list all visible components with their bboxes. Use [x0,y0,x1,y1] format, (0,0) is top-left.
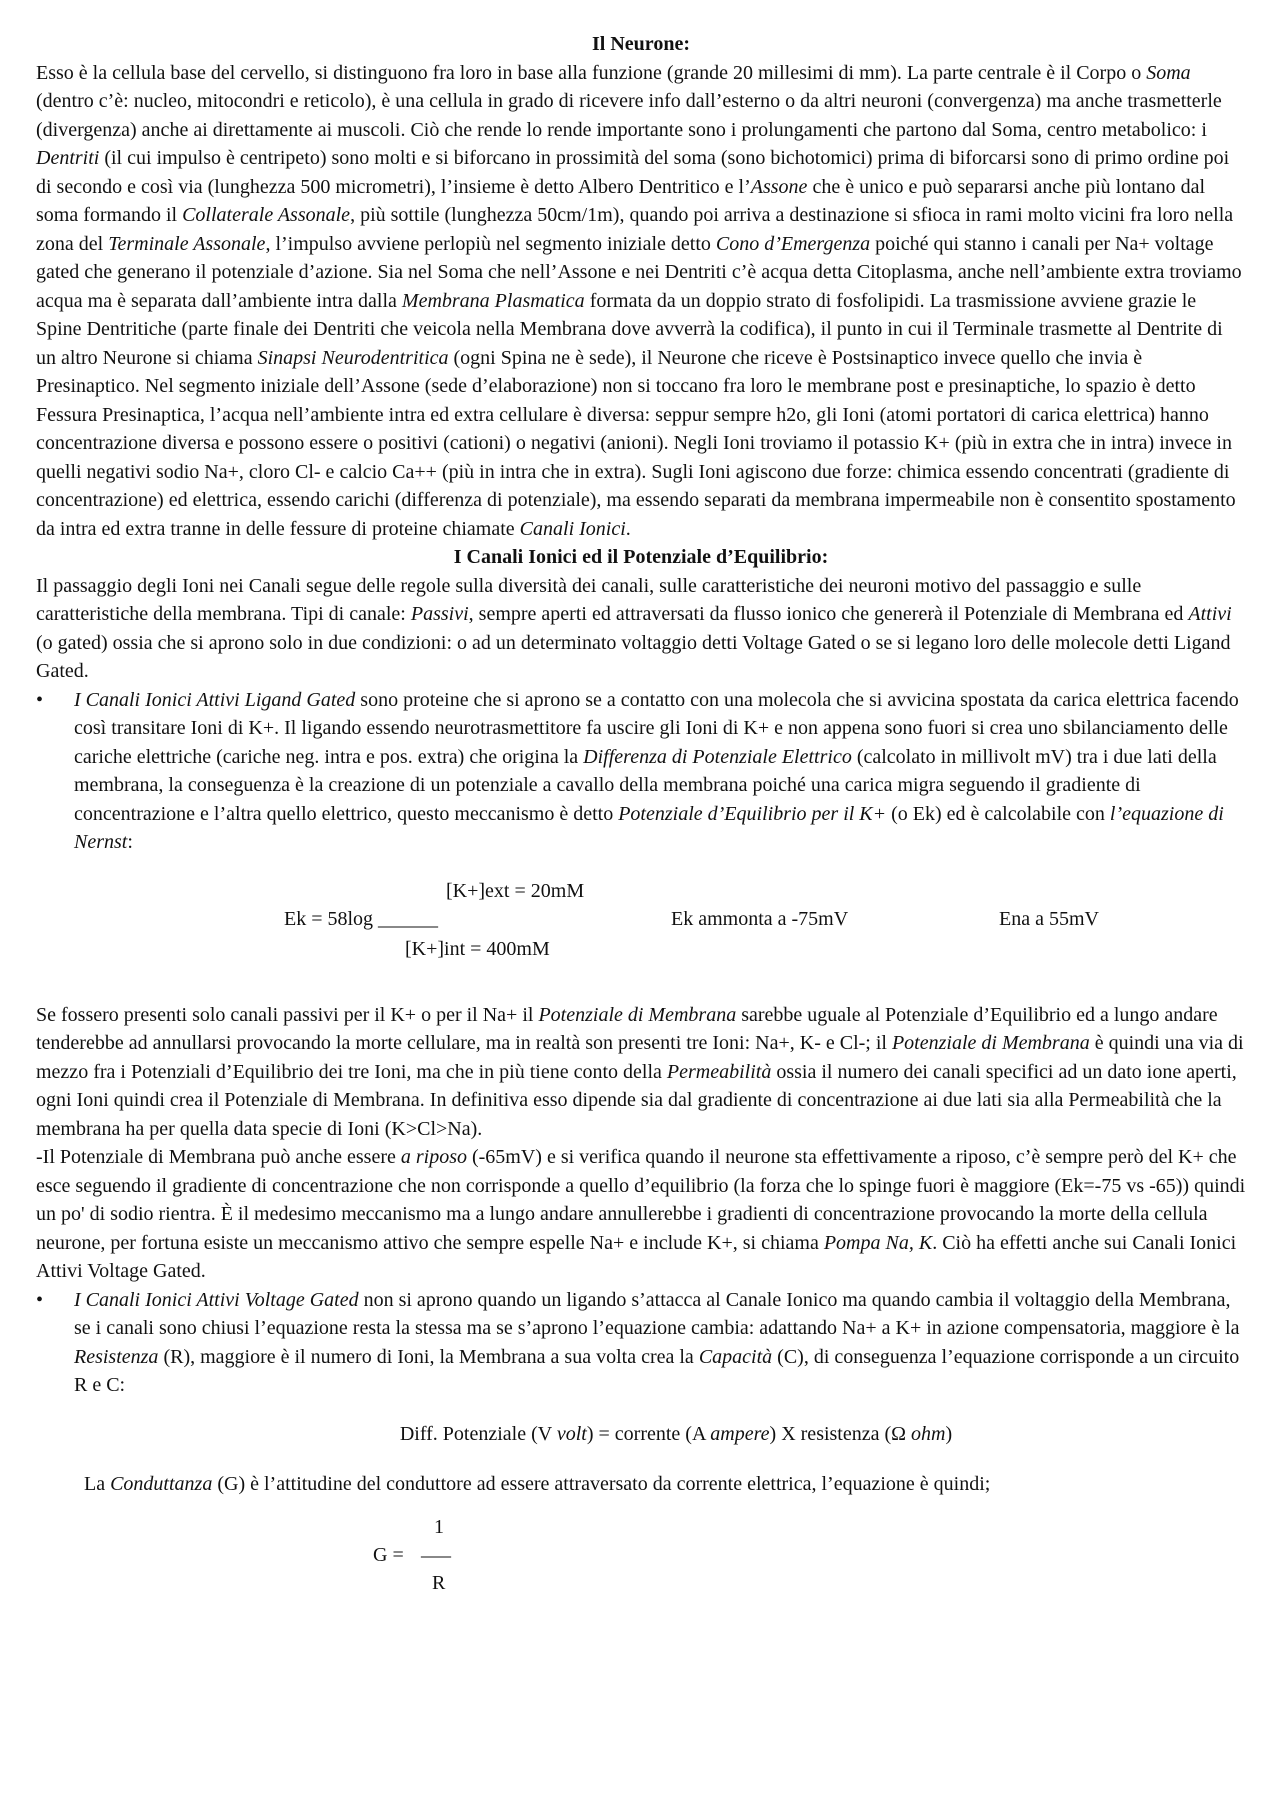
italic-term: Resistenza [74,1345,159,1368]
text-run: (il cui impulso è centripeto) sono molti e si biforcano in prossimità del soma (sono bichotomici) prima di biforcarsi sono di primo ordine poi di secondo e così via (lunghezza 500 micrometri), l’insieme è detto Albero Dentritico e l’ [36,147,1230,198]
paragraph-potenziale-riposo [36,1143,1246,1286]
bullet-list-ligand [36,686,1246,857]
text-run: (C), di conseguenza l’equazione corrisponde a un circuito R e C: [74,1345,1240,1396]
bullet-list-voltage [36,1286,1246,1400]
text-run: . [625,517,631,540]
paragraph-canali-intro [36,572,1246,686]
italic-term: I Canali Ionici Attivi Ligand Gated [74,688,356,711]
text-run: Esso è la cellula base del cervello, si distinguono fra loro in base alla funzione (grande 20 millesimi di mm). La parte centrale è il Corpo o [36,61,1147,84]
conductance-fraction [36,1513,1246,1623]
italic-term: Canali Ionici [519,517,626,540]
italic-term: Potenziale di Membrana [891,1032,1090,1054]
text-run: La [84,1473,111,1495]
italic-term: Sinapsi Neurodentritica [257,346,449,369]
fraction-numerator: 1 [434,1515,444,1538]
italic-term: Capacità [698,1345,773,1368]
italic-term: ampere [710,1422,770,1445]
text-run: (-65mV) e si verifica quando il neurone sta effettivamente a riposo, c’è sempre però del K+ che esce seguendo il gradiente di concentrazione che non corrisponde a quello d’equilibrio (la forza che lo spinge fuori è maggiore (Ek=-75 vs -65)) quindi un po' di sodio rientra. È il medesimo meccanismo ma a lungo andare annullerebbe i gradienti di concentrazione provocando la morte della cellula neurone, per fortuna esiste un meccanismo attivo che sempre espelle Na+ e include K+, si chiama [36,1146,1246,1254]
ohm-law-equation [36,1420,1246,1449]
text-run: (dentro c’è: nucleo, mitocondri e reticolo), è una cellula in grado di ricevere info dall’esterno o da altri neuroni (convergenza) ma anche trasmetterle (divergenza) anche ai direttamente ai muscoli. Ciò che rende lo rende importante sono i prolungamenti che partono dal Soma, centro metabolico: i [36,90,1222,141]
italic-term: Differenza di Potenziale Elettrico [583,745,852,768]
text-run: (o Ek) ed è calcolabile con [886,802,1110,825]
text-run: -Il Potenziale di Membrana può anche essere [36,1146,401,1168]
italic-term: Potenziale di Membrana [538,1003,737,1026]
italic-term: Collaterale Assonale [182,204,351,226]
italic-term: I Canali Ionici Attivi Voltage Gated [74,1288,359,1311]
italic-term: Pompa Na, K [823,1231,933,1254]
fraction-bar: ___ [421,1537,451,1560]
text-run: formata da un doppio strato di fosfolipidi. La trasmissione avviene grazie le Spine Dentritiche (parte finale dei Dentriti che veicola nella Membrana dove avverrà la codifica), il punto in cui il Terminale trasmette al Dentrite di un altro Neurone si chiama [36,289,1223,369]
text-run: che è unico e può separarsi anche più lontano dal soma formando il [36,175,1206,226]
text-run: , l’impulso avviene perlopiù nel segmento iniziale detto [265,232,716,255]
text-run: (calcolato in millivolt mV) tra i due lati della membrana, la conseguenza è la creazione di un potenziale a cavallo della membrana poiché una carica migra seguendo il gradiente di concentrazione e l’altra quello elettrico, questo meccanismo è detto [74,745,1217,825]
text-run: non si aprono quando un ligando s’attacca al Canale Ionico ma quando cambia il voltaggio della Membrana, se i canali sono chiusi l’equazione resta la stessa ma se s’aprono l’equazione cambia: adattando Na+ a K+ in azione compensatoria, maggiore è la [74,1288,1240,1339]
text-run: è quindi una via di mezzo fra i Potenziali d’Equilibrio dei tre Ioni, ma che in più tiene conto della [36,1032,1244,1083]
italic-term: Attivi [1188,603,1232,625]
section-title-neurone: Il Neurone: [592,33,690,55]
text-run: . Ciò ha effetti anche sui Canali Ionici Attivi Voltage Gated. [36,1231,1237,1282]
ena-value: Ena a 55mV [999,907,1099,930]
text-run: ) [945,1422,953,1445]
paragraph-neurone [36,59,1246,544]
text-run: Se fossero presenti solo canali passivi per il K+ o per il Na+ il [36,1003,539,1026]
text-run: , sempre aperti ed attraversati da flusso ionico che genererà il Potenziale di Membrana ed [468,603,1189,625]
text-run: sono proteine che si aprono se a contatto con una molecola che si avvicina spostata da carica elettrica facendo così transitare Ioni di K+. Il ligando essendo neurotrasmettitore fa uscire gli Ioni di K+ e non appena sono fuori si crea uno sbilanciamento delle cariche elettriche (cariche neg. intra e pos. extra) che origina la [74,688,1239,768]
bullet-text-voltage-gated [74,1289,1239,1397]
text-run: poiché qui stanno i canali per Na+ voltage gated che generano il potenziale d’azione. Sia nel Soma che nell’Assone e nei Dentriti c’è acqua detta Citoplasma, anche nell’ambiente extra troviamo acqua ma è separata dall’ambiente intra dalla [36,232,1242,312]
text-run: (ogni Spina ne è sede), il Neurone che riceve è Postsinaptico invece quello che invia è Presinaptico. Nel segmento iniziale dell’Assone (sede d’elaborazione) non si toccano fra loro le membrane post e presinaptiche, lo spazio è detto Fessura Presinaptica, l’acqua nell’ambiente intra ed extra cellulare è diversa: seppur sempre h2o, gli Ioni (atomi portatori di carica elettrica) hanno concentrazione diversa e possono essere o positivi (cationi) o negativi (anioni). Negli Ioni troviamo il potassio K+ (più in extra che in intra) invece in quelli negativi sodio Na+, cloro Cl- e calcio Ca++ (più in intra che in extra). Sugli Ioni agiscono due forze: chimica essendo concentrati (gradiente di concentrazione) ed elettrica, essendo carichi (differenza di potenziale), ma essendo separati da membrana impermeabile non è consentito spostamento da intra ed extra tranne in delle fessure di proteine chiamate [36,346,1236,540]
italic-term: Passivi [410,603,469,625]
bullet-text-ligand-gated [74,689,1239,854]
text-run: (G) è l’attitudine del conduttore ad essere attraversato da corrente elettrica, l’equazione è quindi; [212,1473,991,1495]
italic-term: Permeabilità [666,1060,772,1083]
italic-term: Cono d’Emergenza [715,232,871,255]
text-run: ) X resistenza (Ω [769,1422,912,1445]
bullet-icon: • [36,1288,44,1311]
nernst-numerator: [K+]ext = 20mM [446,879,585,902]
nernst-denominator: [K+]int = 400mM [405,937,550,960]
list-item-ligand-gated [36,686,1246,857]
text-run: , più sottile (lunghezza 50cm/1m), quando poi arriva a destinazione si sfioca in rami molto vicini fra loro nella zona del [36,204,1234,255]
list-item-voltage-gated [36,1286,1246,1400]
paragraph-potenziale-membrana [36,1001,1246,1144]
text-run: sarebbe uguale al Potenziale d’Equilibrio ed a lungo andare tenderebbe ad annullarsi provocando la morte cellulare, ma in realtà son presenti tre Ioni: Na+, K- e Cl-; il [36,1003,1218,1054]
document-page [36,30,1246,1623]
italic-term: volt [556,1422,587,1445]
bullet-icon: • [36,688,44,711]
paragraph-conduttanza [36,1470,1246,1499]
text-run: ) = corrente (A [586,1422,711,1445]
italic-term: Dentriti [36,147,100,169]
italic-term: Potenziale d’Equilibrio per il K+ [618,802,887,825]
text-run: (o gated) ossia che si aprono solo in due condizioni: o ad un determinato voltaggio detti Voltage Gated o se si legano loro delle molecole detti Ligand Gated. [36,631,1231,682]
text-run: : [127,831,133,853]
italic-term: Conduttanza [110,1473,213,1495]
section-title-canali-ionici: I Canali Ionici ed il Potenziale d’Equilibrio: [453,546,829,568]
text-run: (R), maggiore è il numero di Ioni, la Membrana a sua volta crea la [158,1345,699,1368]
italic-term: Assone [750,175,808,198]
italic-term: Terminale Assonale [108,232,266,255]
italic-term: ohm [911,1422,946,1445]
text-run: Il passaggio degli Ioni nei Canali segue delle regole sulla diversità dei canali, sulle caratteristiche dei neuroni motivo del passaggio e sulle caratteristiche della membrana. Tipi di canale: [36,574,1142,625]
nernst-lhs: Ek = 58log ______ [284,907,439,930]
ek-value: Ek ammonta a -75mV [671,907,849,930]
italic-term: l’equazione di Nernst [74,802,1224,853]
fraction-denominator: R [432,1571,446,1594]
italic-term: a riposo [400,1146,467,1168]
italic-term: Soma [1146,61,1191,84]
fraction-lhs: G = [373,1543,404,1566]
nernst-equation [36,877,1246,987]
italic-term: Membrana Plasmatica [401,289,585,312]
text-run: ossia il numero dei canali specifici ad un dato ione aperti, ogni Ioni quindi crea il Potenziale di Membrana. In definitiva esso dipende sia dal gradiente di concentrazione ai due lati sia alla Permeabilità che la membrana ha per quella data specie di Ioni (K>Cl>Na). [36,1060,1237,1140]
text-run: Diff. Potenziale (V [399,1422,557,1445]
